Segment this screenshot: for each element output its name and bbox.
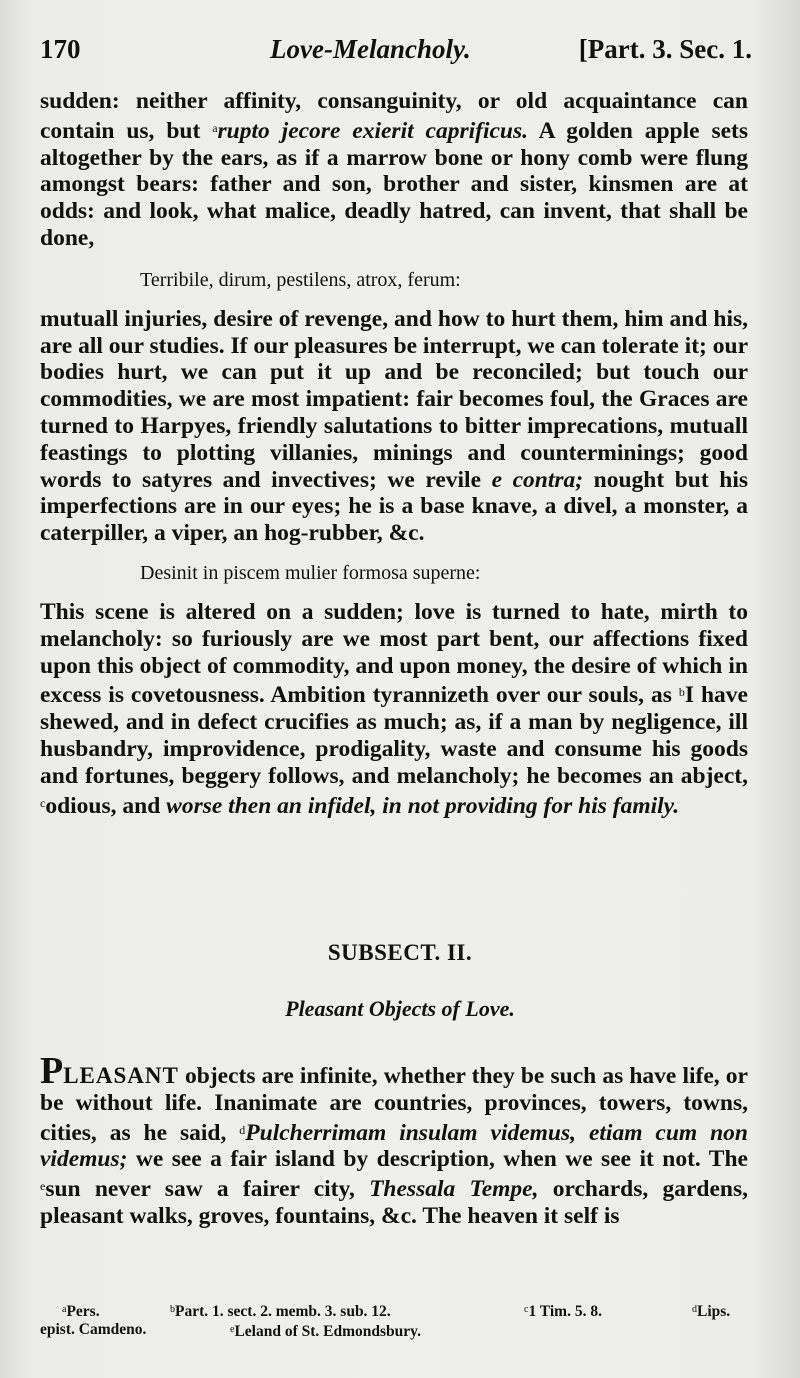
latin-phrase: Thessala Tempe, [369, 1176, 539, 1203]
text-run: mutuall injuries, desire of revenge, and how to hurt them, him and his, are all our studies. If our pleasures be interrupt, we can tolerate it; our bodies hurt, we can put it up and be reconciled; but touch our commodities, we are most impatient: fair becomes foul, the Graces are turned to Harpyes, friendly salutations to bitter imprecations, mutuall feastings to plotting villanies, minings and counterminings; good words to satyres and invectives; we revile [40, 305, 748, 493]
footnote-mark: a [62, 1304, 67, 1315]
footnote-marker-b: b [678, 685, 685, 700]
footnote-text: 1 Tim. 5. 8. [528, 1303, 602, 1320]
text-run: I have shewed, and in defect crucifies as much; as, if a man by negligence, ill husbandry, improvidence, prodigality, waste and consume his goods and fortunes, beggery follows, and melancholy; he becomes an abject, [40, 682, 748, 789]
footnote-marker-c: c [40, 795, 46, 810]
footnote-a-cont: epist. Camdeno. [40, 1321, 147, 1338]
text-run: This scene is altered on a sudden; love is turned to hate, mirth to melancholy: so furiously are we most part bent, our affections fixed upon this object of commodity, and upon money, the desire of which in excess is covetousness. Ambition tyrannizeth over our souls, as [40, 598, 748, 709]
text-run: nought but his imperfections are in our eyes; he is a base knave, a divel, a monster, a caterpiller, a viper, an hog-rubber, &c. [40, 466, 748, 547]
text-run: sudden: neither affinity, consanguinity, or old acquaintance can contain us, but [40, 88, 748, 144]
footnote-text: Leland of St. Edmondsbury. [234, 1323, 421, 1340]
footnote-b [170, 1300, 391, 1322]
paragraph-1 [40, 88, 748, 252]
footnote-text: Lips. [697, 1303, 731, 1320]
latin-phrase: Pulcherrimam insulam videmus, etiam cum non videmus; [40, 1119, 749, 1173]
footnote-d [692, 1300, 730, 1322]
footnote-c [524, 1300, 602, 1322]
footnote-text: Part. 1. sect. 2. memb. 3. sub. 12. [175, 1303, 391, 1320]
running-title: Love-Melancholy. [270, 34, 471, 64]
text-run: odious, and [45, 792, 167, 819]
main-text [40, 88, 748, 819]
text-run: we see a fair island by description, when we see it not. The [127, 1146, 748, 1173]
italic-phrase: worse then an infidel, in not providing for his family. [166, 792, 680, 819]
footnote-e [230, 1320, 421, 1342]
paragraph-3 [40, 599, 748, 819]
text-run: orchards, gardens, pleasant walks, groves, fountains, &c. The heaven it self is [40, 1176, 749, 1229]
latin-phrase: e contra; [491, 466, 584, 493]
text-run: objects are infinite, whether they be such as have life, or be without life. Inanimate are countries, provinces, towers, towns, cities, as he said, [40, 1063, 748, 1146]
footnote-marker-e: e [40, 1179, 46, 1194]
footnote-marker-d: d [239, 1122, 246, 1137]
footnote-marker-a: a [212, 120, 218, 135]
footnote-mark: d [692, 1304, 697, 1315]
part-section-label: [Part. 3. Sec. 1. [578, 34, 752, 64]
page-number: 170 [40, 34, 81, 64]
footnote-mark: e [230, 1324, 235, 1335]
paragraph-4 [40, 1050, 749, 1230]
footnote-mark: c [524, 1304, 529, 1315]
paragraph-2 [40, 306, 748, 547]
small-caps-word: LEASANT [63, 1063, 179, 1088]
latin-phrase: rupto jecore exierit caprificus. [217, 117, 529, 144]
page-header [40, 34, 752, 74]
subsection-heading: SUBSECT. II. [327, 940, 473, 965]
verse-quote-2: Desinit in piscem mulier formosa superne: [140, 561, 481, 584]
footnote-text: Pers. [66, 1303, 100, 1320]
drop-cap: P [40, 1050, 64, 1092]
text-run: sun never saw a fairer city, [45, 1176, 370, 1203]
text-run: A golden apple sets altogether by the ears, as if a marrow bone or hony comb were flung amongst bears: father and son, brother and sister, kinsmen are at odds: and look, what malice, deadly hatred, can invent, that shall be done, [40, 117, 748, 251]
footnote-mark: b [170, 1304, 175, 1315]
verse-quote-1: Terribile, dirum, pestilens, atrox, ferum: [140, 268, 461, 291]
footnote-a [62, 1300, 100, 1322]
subsection-title: Pleasant Objects of Love. [285, 996, 515, 1021]
